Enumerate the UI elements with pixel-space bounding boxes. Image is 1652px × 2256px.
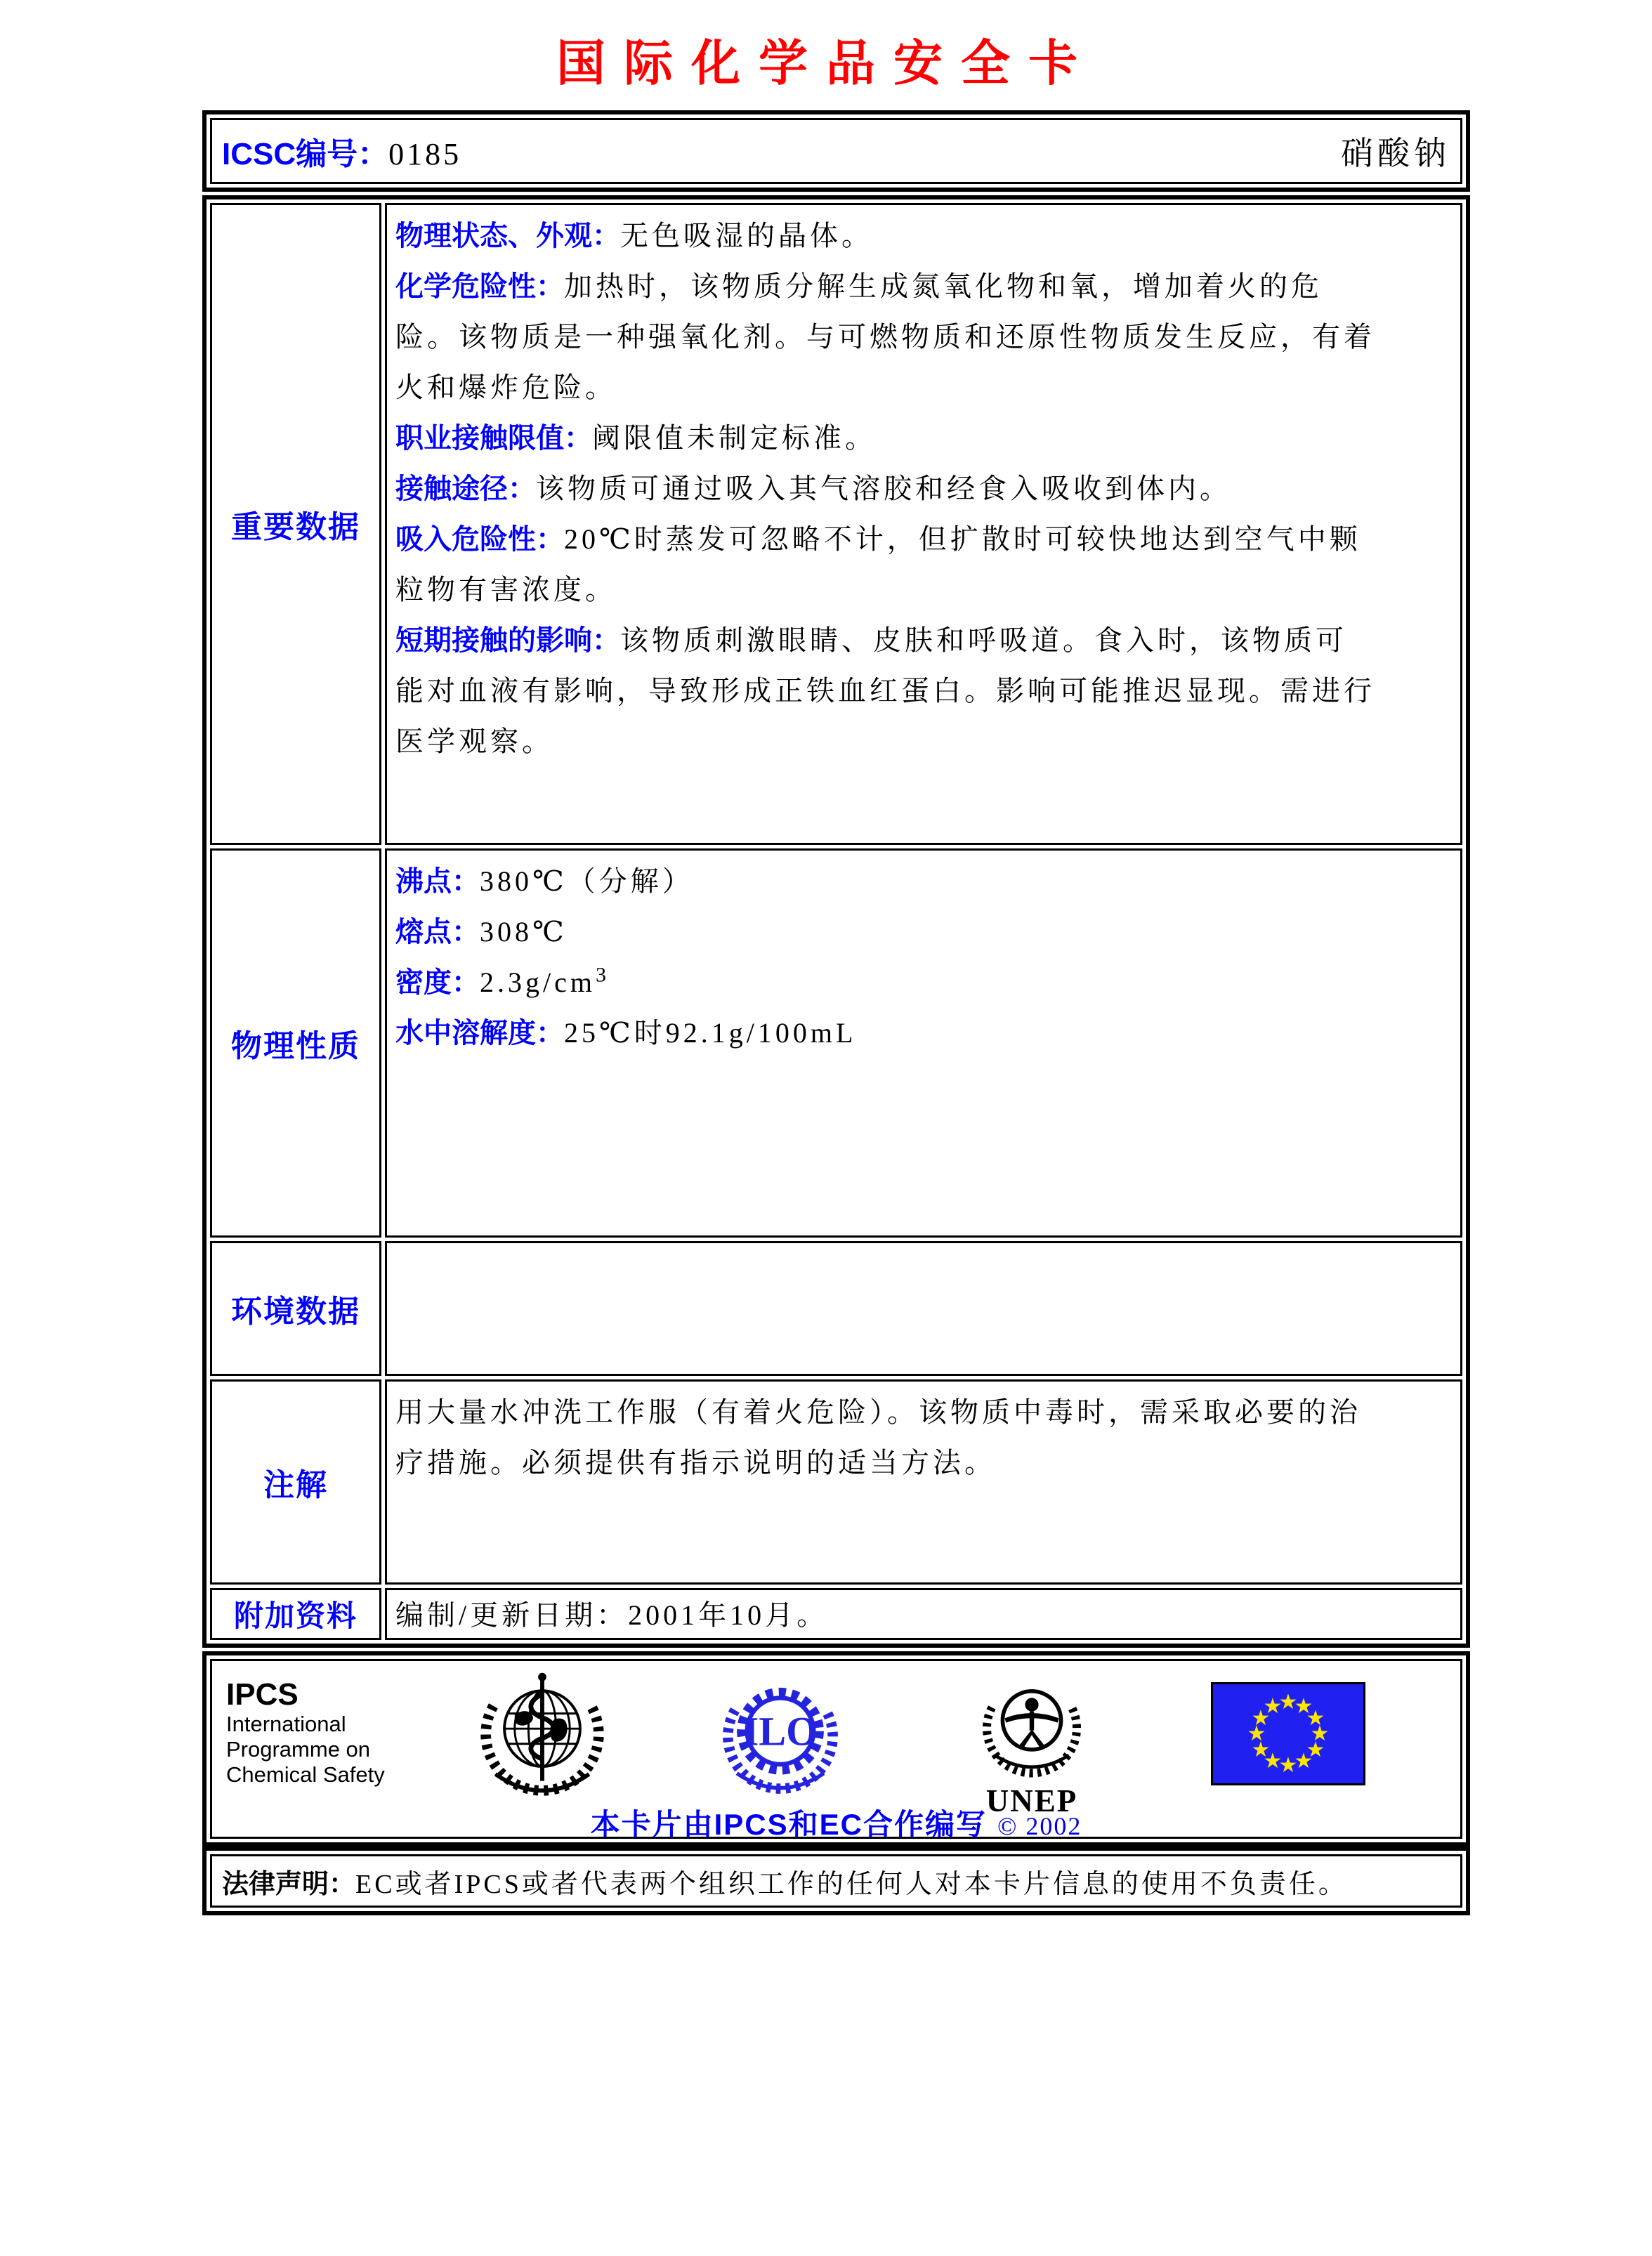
card-sheet	[202, 110, 1470, 1915]
header-table	[202, 110, 1470, 192]
legal-table	[202, 1847, 1470, 1915]
field-text: 编制/更新日期：2001年10月。	[395, 1599, 829, 1631]
legal-notice-label: 法律声明：	[222, 1869, 356, 1899]
svg-text:★: ★	[1251, 1738, 1271, 1762]
main-table	[202, 195, 1470, 1648]
icsc-card-page	[0, 24, 1652, 2256]
eu-flag-icon	[1211, 1682, 1365, 1789]
notes-content	[385, 1379, 1462, 1585]
field-label: 密度：	[395, 967, 480, 998]
caption-year	[990, 1812, 997, 1840]
svg-text:★: ★	[1278, 1690, 1298, 1714]
important-data-content	[385, 203, 1462, 845]
field-text: 用大量水冲洗工作服（有着火危险）。该物质中毒时，需采取必要的治 疗措施。必须提供有指示说明的适当方法。	[395, 1396, 1361, 1478]
unep-block	[958, 1671, 1106, 1819]
svg-text:★: ★	[1310, 1721, 1330, 1746]
table-row	[210, 1588, 1462, 1640]
field-label: 熔点：	[395, 917, 480, 947]
legal-notice-text: EC或者IPCS或者代表两个组织工作的任何人对本卡片信息的使用不负责任。	[355, 1869, 1348, 1899]
svg-text:★: ★	[1278, 1753, 1298, 1778]
row-label-notes: 注解	[210, 1379, 381, 1585]
paragraph	[395, 856, 1453, 907]
ilo-emblem-icon	[716, 1672, 844, 1804]
svg-text:★: ★	[1247, 1721, 1266, 1746]
paragraph	[395, 1387, 1453, 1488]
svg-text:★: ★	[1263, 1749, 1283, 1773]
paragraph	[395, 615, 1453, 767]
cooperation-caption	[212, 1802, 1460, 1844]
field-text: 380℃（分解）	[480, 865, 694, 897]
field-text: 无色吸湿的晶体。	[620, 220, 873, 251]
physical-properties-content	[385, 848, 1462, 1238]
field-label: 化学危险性：	[395, 271, 564, 302]
paragraph	[395, 413, 1453, 464]
field-label: 沸点：	[395, 866, 480, 897]
logos-row	[210, 1659, 1462, 1839]
legal-row	[210, 1854, 1462, 1908]
row-label-important-data: 重要数据	[210, 203, 381, 845]
field-label: 水中溶解度：	[395, 1018, 564, 1049]
paragraph	[395, 907, 1453, 957]
table-row	[210, 848, 1462, 1238]
table-row	[210, 1241, 1462, 1376]
field-text: 25℃时92.1g/100mL	[564, 1017, 857, 1049]
field-text: 308℃	[480, 916, 568, 947]
unep-label: UNEP	[985, 1783, 1078, 1818]
page-title: 国际化学品安全卡	[556, 37, 1096, 91]
svg-text:★: ★	[1251, 1706, 1271, 1731]
who-emblem-icon	[473, 1665, 611, 1806]
additional-information-content	[385, 1588, 1462, 1640]
chemical-name: 硝酸钠	[1341, 136, 1450, 171]
row-label-physical-properties: 物理性质	[210, 848, 381, 1238]
table-row	[210, 203, 1462, 845]
field-label: 物理状态、外观：	[395, 221, 620, 251]
paragraph	[395, 464, 1453, 514]
environmental-data-content	[385, 1241, 1462, 1376]
field-text: 20℃时蒸发可忽略不计，但扩散时可较快地达到空气中颗 粒物有害浓度。	[395, 523, 1361, 605]
paragraph	[395, 957, 1453, 1008]
svg-text:★: ★	[1294, 1749, 1313, 1773]
field-text: 该物质刺激眼睛、皮肤和呼吸道。食入时，该物质可 能对血液有影响，导致形成正铁血红蛋白。影响可能推迟显现。需进行 医学观察。	[395, 624, 1375, 757]
field-label: 接触途径：	[395, 473, 536, 504]
svg-text:★: ★	[1306, 1706, 1325, 1731]
ipcs-text-block	[226, 1678, 385, 1788]
ipcs-subtitle: International Programme on Chemical Safety	[226, 1712, 385, 1787]
svg-text:★: ★	[1294, 1694, 1313, 1719]
field-text: 该物质可通过吸入其气溶胶和经食入吸收到体内。	[536, 473, 1231, 504]
ipcs-title: IPCS	[226, 1677, 299, 1712]
paragraph	[395, 1008, 1453, 1058]
caption-year-value: © 2002	[997, 1812, 1082, 1840]
superscript: 3	[595, 963, 606, 987]
svg-text:ILO: ILO	[742, 1708, 818, 1755]
field-text: 2.3g/cm	[480, 966, 596, 998]
field-label: 职业接触限值：	[395, 423, 592, 454]
row-label-additional-information: 附加资料	[210, 1588, 381, 1640]
paragraph	[395, 1596, 1453, 1635]
icsc-number-value: 0185	[388, 137, 462, 171]
field-text: 阈限值未制定标准。	[592, 422, 877, 454]
svg-text:★: ★	[1306, 1738, 1325, 1762]
icsc-number-field	[222, 129, 461, 173]
paragraph	[395, 261, 1453, 413]
field-label: 吸入危险性：	[395, 524, 564, 555]
logos-table	[202, 1651, 1470, 1847]
svg-text:★: ★	[1263, 1694, 1283, 1719]
header-row	[210, 118, 1462, 184]
paragraph	[395, 211, 1453, 261]
field-label: 短期接触的影响：	[395, 625, 620, 656]
icsc-number-label: ICSC编号：	[222, 137, 389, 171]
field-text: 加热时，该物质分解生成氮氧化物和氧，增加着火的危 险。该物质是一种强氧化剂。与可燃物质和还原性物质发生反应，有着 火和爆炸危险。	[395, 270, 1375, 403]
paragraph	[395, 514, 1453, 615]
row-label-environmental-data: 环境数据	[210, 1241, 381, 1376]
caption-text: 本卡片由IPCS和EC合作编写	[590, 1808, 987, 1841]
table-row	[210, 1379, 1462, 1585]
